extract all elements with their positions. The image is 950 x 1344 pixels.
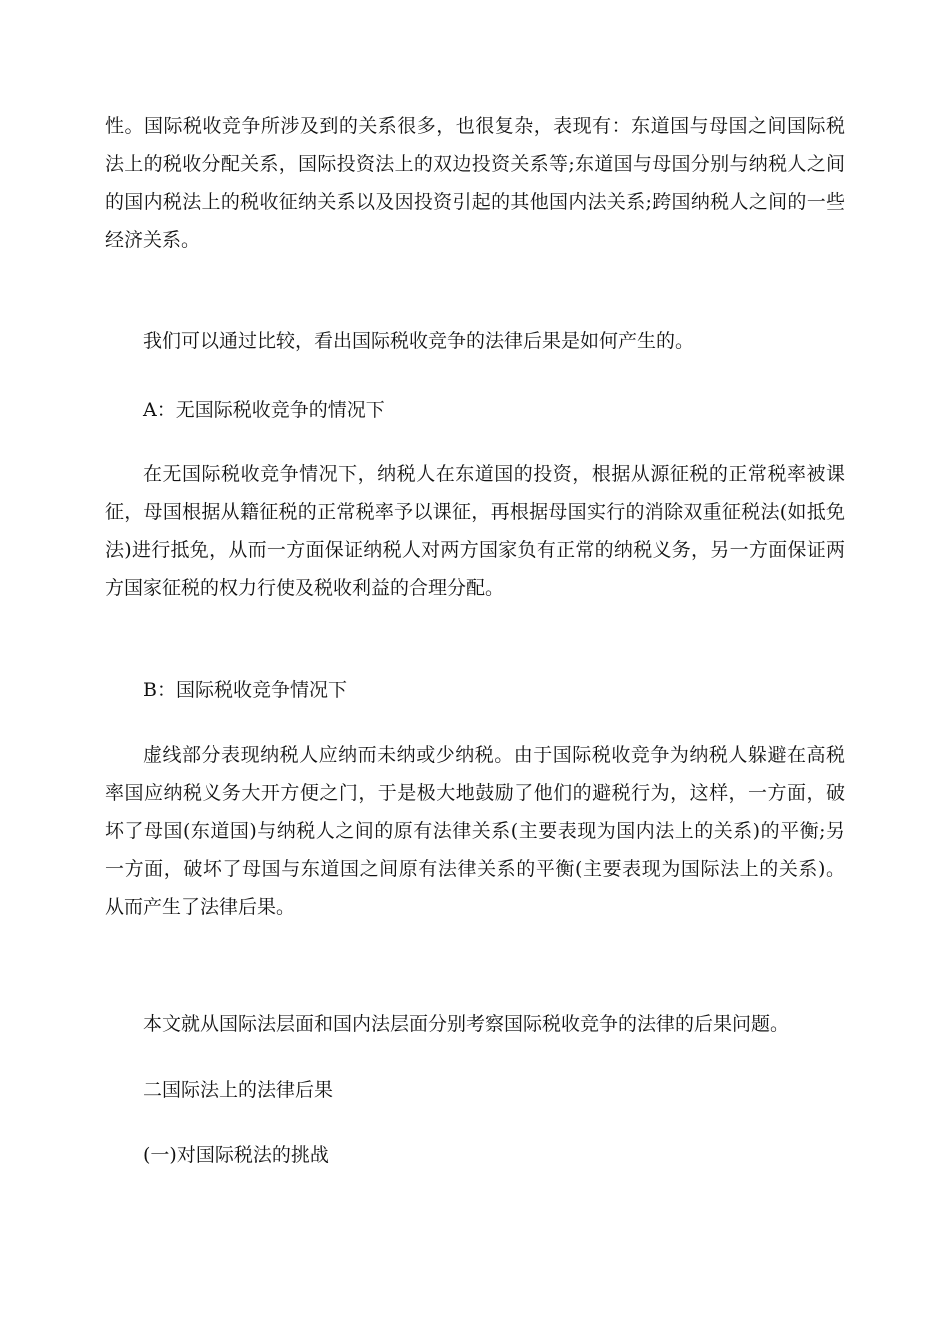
paragraph-line: 的国内税法上的税收征纳关系以及因投资引起的其他国内法关系;跨国纳税人之间的一些 [105, 191, 845, 213]
paragraph-line: 坏了母国(东道国)与纳税人之间的原有法律关系(主要表现为国内法上的关系)的平衡;另 [105, 820, 845, 842]
paragraph-line: 法上的税收分配关系，国际投资法上的双边投资关系等;东道国与母国分别与纳税人之间 [105, 153, 845, 175]
paragraph-2 [105, 322, 845, 360]
subheading-text: B：国际税收竞争情况下 [143, 679, 347, 701]
subheading-b [105, 671, 845, 709]
subsection-heading [105, 1136, 845, 1174]
paragraph-line: 一方面，破坏了母国与东道国之间原有法律关系的平衡(主要表现为国际法上的关系)。 [105, 858, 845, 880]
paragraph-line: 征，母国根据从籍征税的正常税率予以课征，再根据母国实行的消除双重征税法(如抵免 [105, 501, 845, 523]
section-heading [105, 1071, 845, 1109]
paragraph-6 [105, 736, 845, 926]
paragraph-line: 率国应纳税义务大开方便之门，于是极大地鼓励了他们的避税行为，这样，一方面，破 [105, 782, 845, 804]
section-heading-text: 二国际法上的法律后果 [143, 1079, 334, 1101]
paragraph-line: 方国家征税的权力行使及税收利益的合理分配。 [105, 577, 505, 599]
paragraph-line: 性。国际税收竞争所涉及到的关系很多，也很复杂，表现有：东道国与母国之间国际税 [105, 115, 845, 137]
paragraph-1 [105, 107, 845, 259]
paragraph-7 [105, 1005, 845, 1043]
paragraph-line: 法)进行抵免，从而一方面保证纳税人对两方国家负有正常的纳税义务，另一方面保证两 [105, 539, 845, 561]
paragraph-line: 虚线部分表现纳税人应纳而未纳或少纳税。由于国际税收竞争为纳税人躲避在高税 [143, 744, 845, 766]
paragraph-line: 我们可以通过比较，看出国际税收竞争的法律后果是如何产生的。 [143, 330, 695, 352]
paragraph-line: 从而产生了法律后果。 [105, 896, 296, 918]
paragraph-line: 在无国际税收竞争情况下，纳税人在东道国的投资，根据从源征税的正常税率被课 [143, 463, 845, 485]
subheading-text: A：无国际税收竞争的情况下 [143, 399, 385, 421]
paragraph-4 [105, 455, 845, 607]
paragraph-line: 经济关系。 [105, 229, 201, 251]
paragraph-line: 本文就从国际法层面和国内法层面分别考察国际税收竞争的法律的后果问题。 [143, 1013, 790, 1035]
subheading-a [105, 391, 845, 429]
subsection-heading-text: (一)对国际税法的挑战 [143, 1144, 329, 1166]
